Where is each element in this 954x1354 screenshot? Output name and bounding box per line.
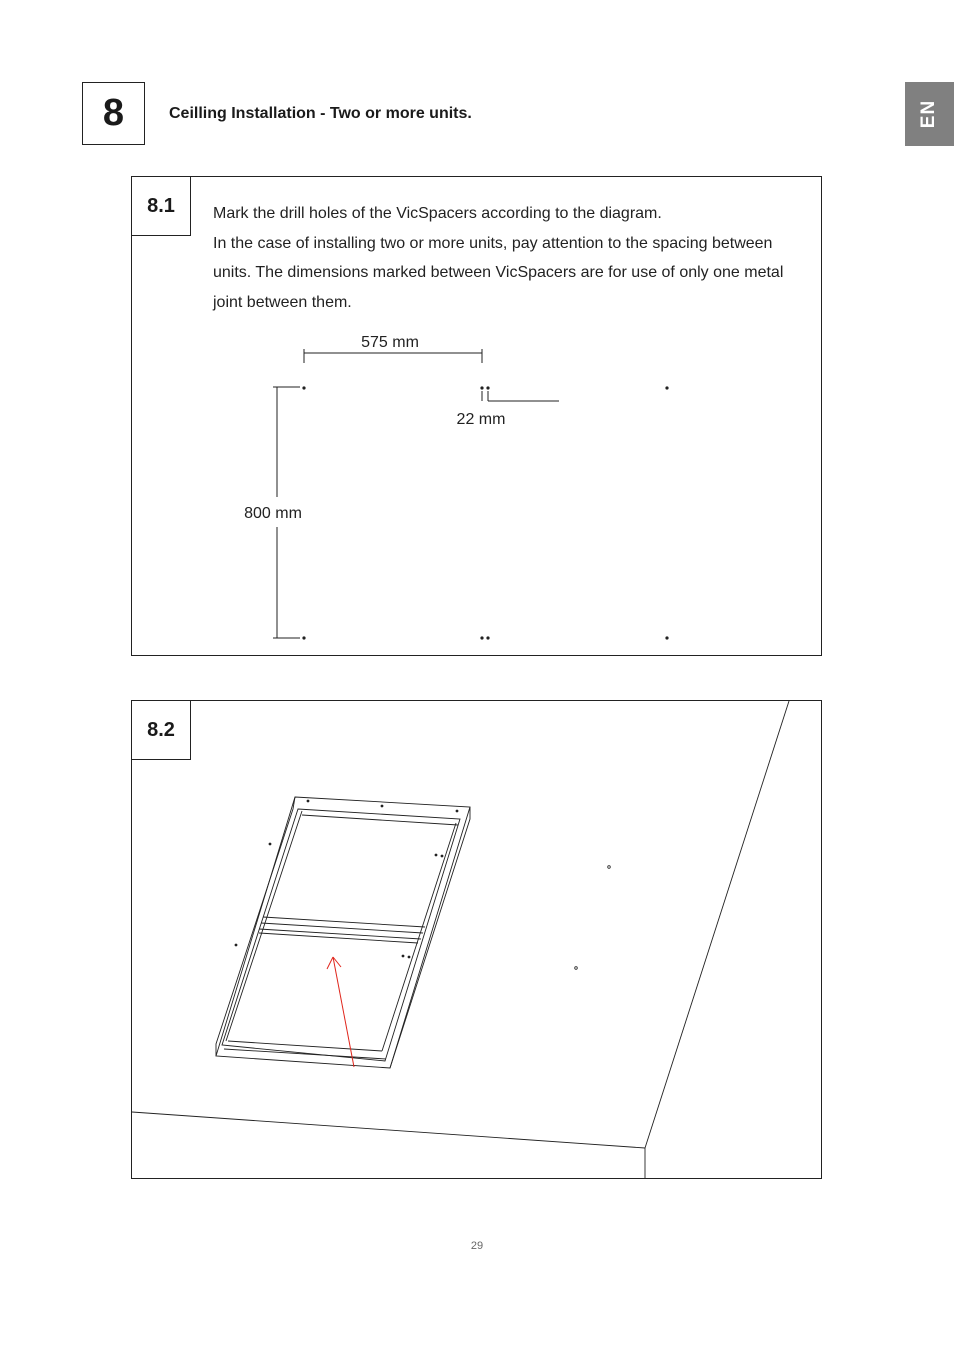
- step-title: Ceilling Installation - Two or more units.: [169, 105, 472, 122]
- horizontal-dimension-label: 575 mm: [361, 334, 419, 351]
- screw: [441, 855, 444, 858]
- screw: [408, 956, 411, 959]
- horizontal-dimension: [304, 334, 482, 363]
- ceiling-installation-illustration: [132, 701, 822, 1179]
- section-8-1-panel: [131, 176, 822, 656]
- joint-gap-dimension: [457, 391, 559, 428]
- section-8-2-panel: [131, 700, 822, 1179]
- ceiling-slab: [132, 701, 789, 1179]
- drill-hole: [480, 636, 483, 639]
- joint-gap-label: 22 mm: [456, 411, 506, 428]
- screw: [402, 955, 405, 958]
- drill-hole: [302, 386, 305, 389]
- unit-frame: [216, 797, 470, 1068]
- drill-hole: [575, 967, 578, 970]
- screw: [456, 810, 459, 813]
- drill-hole: [480, 386, 483, 389]
- step-number: 8: [102, 92, 125, 134]
- drill-hole: [302, 636, 305, 639]
- screw: [435, 854, 438, 857]
- language-tab-label: EN: [918, 99, 940, 129]
- ceiling-drill-holes: [575, 866, 611, 970]
- page-number: 29: [470, 1240, 484, 1252]
- screw: [235, 944, 238, 947]
- instruction-line-2: In the case of installing two or more units, pay attention to the spacing between units. The dimensions marked between VicSpacers are for use of only one metal joint between them.: [213, 234, 784, 311]
- section-8-2-label: 8.2: [132, 701, 191, 760]
- section-8-1-label: 8.1: [132, 177, 191, 236]
- drill-hole-diagram: [132, 177, 822, 656]
- language-tab[interactable]: [905, 82, 954, 146]
- screw: [269, 843, 272, 846]
- drill-hole: [486, 386, 489, 389]
- drill-hole: [486, 636, 489, 639]
- screw: [307, 800, 310, 803]
- step-number-box: [82, 82, 145, 145]
- drill-hole: [665, 636, 668, 639]
- mounting-direction-arrow: [327, 957, 354, 1067]
- drill-hole: [608, 866, 611, 869]
- screw: [381, 805, 384, 808]
- instruction-line-1: Mark the drill holes of the VicSpacers according to the diagram.: [213, 205, 662, 222]
- drill-hole: [665, 386, 668, 389]
- vertical-dimension: [244, 387, 302, 638]
- vertical-dimension-label: 800 mm: [244, 505, 302, 522]
